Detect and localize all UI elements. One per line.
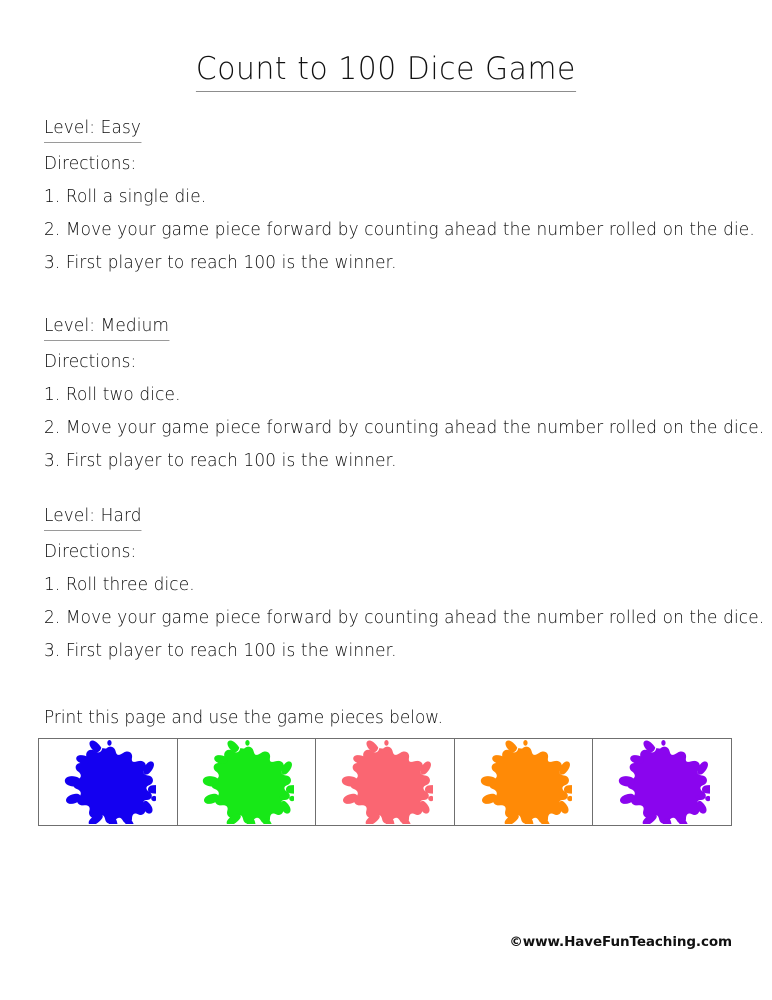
level-heading-hard: Level: Hard (44, 503, 142, 531)
page-title: Count to 100 Dice Game (196, 52, 576, 92)
level-step-easy-1: 1. Roll a single die. (44, 187, 207, 207)
level-step-hard-2: 2. Move your game piece forward by counting ahead the number rolled on the dice. (44, 608, 765, 628)
directions-label-medium: Directions: (44, 352, 137, 372)
game-piece-cell-green (178, 739, 317, 825)
level-heading-row-hard (44, 500, 720, 536)
levels-container (44, 112, 765, 668)
paint-splat-icon (198, 740, 294, 824)
level-step-hard-1: 1. Roll three dice. (44, 575, 195, 595)
game-piece-cell-purple (593, 739, 731, 825)
print-instruction: Print this page and use the game pieces below. (44, 708, 443, 728)
game-pieces-table (38, 738, 732, 826)
level-heading-medium: Level: Medium (44, 313, 169, 341)
level-heading-row-easy (44, 112, 720, 148)
level-step-hard-3: 3. First player to reach 100 is the winner. (44, 641, 397, 661)
paint-splat-icon (60, 740, 156, 824)
game-piece-cell-blue (39, 739, 178, 825)
level-section-easy (44, 112, 755, 280)
level-heading-easy: Level: Easy (44, 115, 141, 143)
level-step-easy-3: 3. First player to reach 100 is the winner. (44, 253, 397, 273)
directions-label-easy: Directions: (44, 154, 137, 174)
level-step-medium-2: 2. Move your game piece forward by counting ahead the number rolled on the dice. (44, 418, 765, 438)
level-step-easy-2: 2. Move your game piece forward by counting ahead the number rolled on the die. (44, 220, 755, 240)
level-heading-row-medium (44, 310, 720, 346)
paint-splat-icon (337, 740, 433, 824)
paint-splat-icon (614, 740, 710, 824)
game-piece-cell-salmon (316, 739, 455, 825)
paint-splat-icon (476, 740, 572, 824)
game-piece-cell-orange (455, 739, 594, 825)
level-step-medium-3: 3. First player to reach 100 is the winner. (44, 451, 397, 471)
level-section-medium (44, 310, 765, 478)
page-title-wrapper (0, 52, 772, 92)
level-section-hard (44, 500, 765, 668)
directions-label-hard: Directions: (44, 542, 137, 562)
level-step-medium-1: 1. Roll two dice. (44, 385, 181, 405)
copyright-footer: ©www.HaveFunTeaching.com (509, 934, 732, 950)
